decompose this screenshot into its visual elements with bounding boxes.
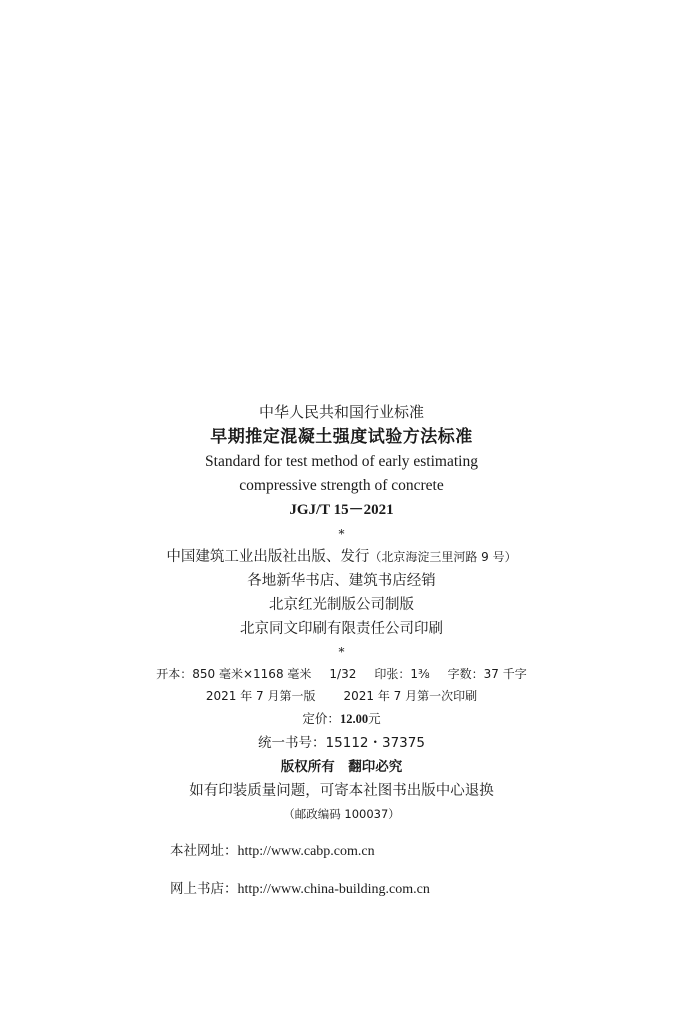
separator-star-2: * [338, 645, 345, 659]
title-english-line1: Standard for test method of early estimating [205, 453, 478, 470]
price-line [0, 707, 683, 731]
postal-code: （邮政编码 100037） [283, 807, 400, 821]
first-printing: 2021 年 7 月第一次印刷 [343, 689, 478, 703]
title-english-line2: compressive strength of concrete [239, 477, 444, 494]
copyright-notice: 版权所有 翻印必究 [280, 759, 403, 775]
website-label: 本社网址： [170, 842, 238, 859]
colophon-block [0, 400, 683, 916]
publisher: 中国建筑工业出版社出版、发行 [166, 549, 370, 565]
separator-star: * [338, 527, 345, 541]
online-store-url[interactable]: http://www.china-building.com.cn [237, 882, 430, 897]
price-value: 12.00 [339, 712, 369, 726]
spec-fold: 1/32 [329, 667, 357, 681]
return-notice: 如有印装质量问题，可寄本社图书出版中心退换 [189, 783, 494, 799]
website-line [0, 839, 683, 864]
plate-making: 北京红光制版公司制版 [269, 597, 414, 613]
publisher-address: （北京海淀三里河路 9 号） [369, 550, 517, 564]
standard-category: 中华人民共和国行业标准 [258, 403, 424, 421]
spec-sheets: 印张：1⅜ [374, 667, 430, 681]
price-label: 定价： [302, 711, 340, 726]
edition-line [0, 685, 683, 707]
publisher-line [0, 545, 683, 569]
price-unit: 元 [368, 711, 381, 726]
website-url[interactable]: http://www.cabp.com.cn [237, 843, 375, 859]
distribution: 各地新华书店、建筑书店经销 [247, 573, 436, 589]
online-store-line [0, 877, 683, 902]
specs-line [0, 663, 683, 685]
online-store-label: 网上书店： [170, 881, 238, 897]
spec-words: 字数：37 千字 [447, 667, 527, 681]
standard-code: JGJ/T 15－2021 [289, 502, 394, 518]
unified-book-number: 统一书号：15112・37375 [258, 735, 425, 751]
first-edition: 2021 年 7 月第一版 [205, 689, 316, 703]
title-chinese: 早期推定混凝土强度试验方法标准 [210, 427, 473, 447]
spec-format: 开本：850 毫米×1168 毫米 [156, 667, 312, 681]
printing: 北京同文印刷有限责任公司印刷 [240, 621, 443, 637]
